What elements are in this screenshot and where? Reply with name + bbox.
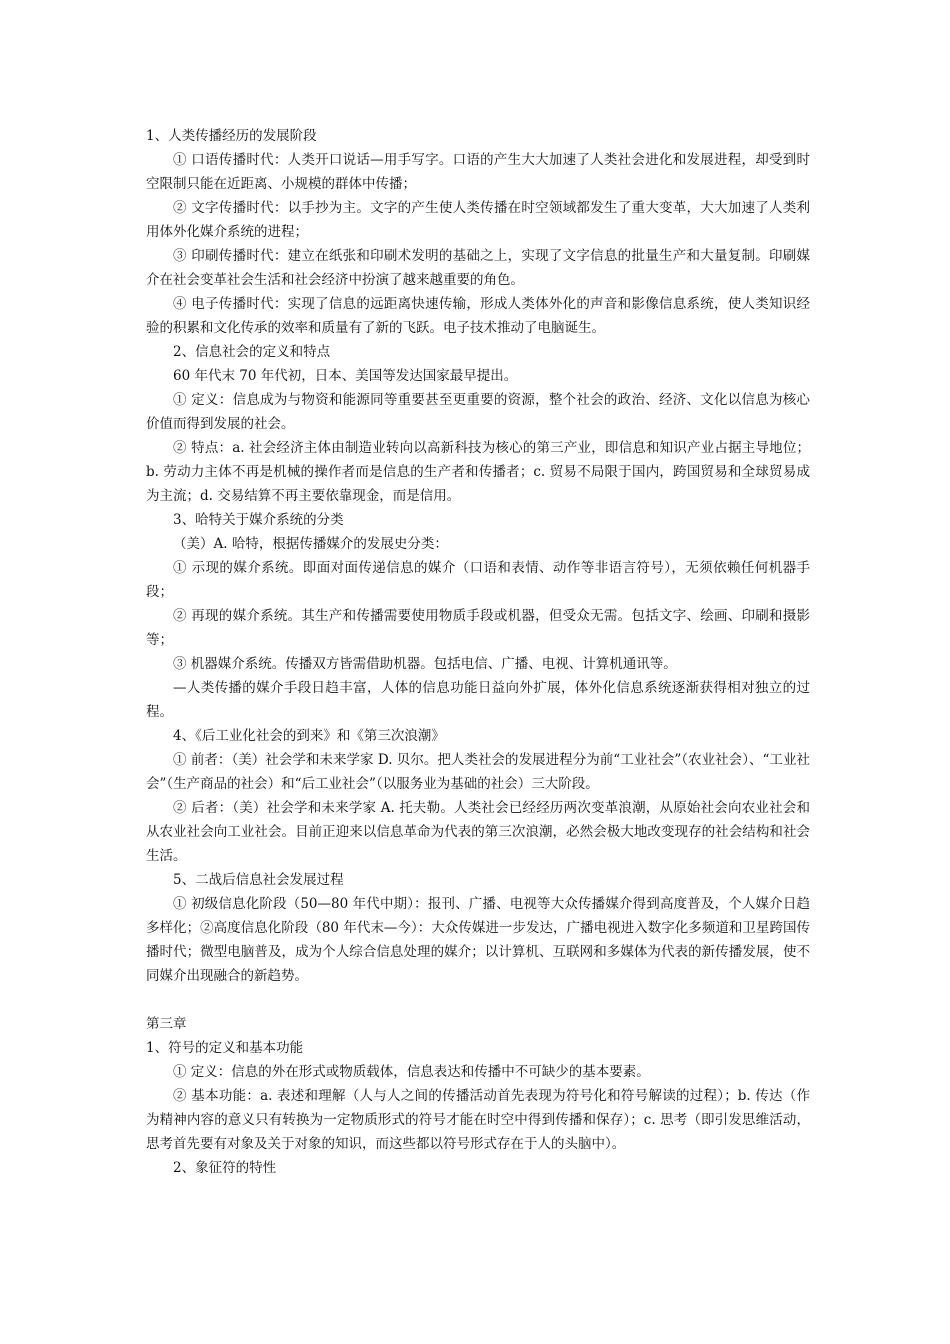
paragraph: ① 口语传播时代：人类开口说话—用手写字。口语的产生大大加速了人类社会进化和发展进程，却受到时空限制只能在近距离、小规模的群体中传播； [146,152,810,192]
document-page [146,124,810,1180]
section-heading-5: 5、二战后信息社会发展过程 [173,872,344,888]
paragraph: ② 后者：（美）社会学和未来学家 A. 托夫勒。人类社会已经经历两次变革浪潮，从原始社会向农业社会和从农业社会向工业社会。目前正迎来以信息革命为代表的第三次浪潮，必然会极大地改变现存的社会结构和社会生活。 [146,800,810,864]
section-heading-4: 4、《后工业化社会的到来》和《第三次浪潮》 [173,728,445,744]
paragraph: ① 定义：信息的外在形式或物质载体，信息表达和传播中不可缺少的基本要素。 [173,1064,650,1080]
chapter-title: 第三章 [146,1016,187,1032]
paragraph: ③ 机器媒介系统。传播双方皆需借助机器。包括电信、广播、电视、计算机通讯等。 [173,656,677,672]
paragraph: ② 文字传播时代：以手抄为主。文字的产生使人类传播在时空领域都发生了重大变革，大大加速了人类利用体外化媒介系统的进程； [146,200,810,240]
paragraph: ③ 印刷传播时代：建立在纸张和印刷术发明的基础之上，实现了文字信息的批量生产和大量复制。印刷媒介在社会变革社会生活和社会经济中扮演了越来越重要的角色。 [146,248,810,288]
paragraph: ② 再现的媒介系统。其生产和传播需要使用物质手段或机器，但受众无需。包括文字、绘画、印刷和摄影等； [146,608,810,648]
paragraph: ① 初级信息化阶段（50—80 年代中期）：报刊、广播、电视等大众传播媒介得到高度普及，个人媒介日趋多样化；②高度信息化阶段（80 年代末—今）：大众传媒进一步发达，广播电视进入数字化多频道和卫星跨国传播时代；微型电脑普及，成为个人综合信息处理的媒介；以计算机、互联网和多媒体为代表的新传播发展，使不同媒介出现融合的新趋势。 [146,896,810,984]
paragraph: ① 定义：信息成为与物资和能源同等重要甚至更重要的资源，整个社会的政治、经济、文化以信息为核心价值而得到发展的社会。 [146,392,810,432]
chapter3-section-heading-1: 1、符号的定义和基本功能 [146,1040,304,1056]
paragraph: （美）A. 哈特，根据传播媒介的发展史分类： [173,536,448,552]
paragraph: ② 特点：a. 社会经济主体由制造业转向以高新科技为核心的第三产业，即信息和知识产业占据主导地位；b. 劳动力主体不再是机械的操作者而是信息的生产者和传播者；c. 贸易不局限于国内，跨国贸易和全球贸易成为主流；d. 交易结算不再主要依靠现金，而是信用。 [146,440,810,504]
section-heading-3: 3、哈特关于媒介系统的分类 [173,512,344,528]
paragraph: —人类传播的媒介手段日趋丰富，人体的信息功能日益向外扩展，体外化信息系统逐渐获得相对独立的过程。 [146,680,810,720]
paragraph: ② 基本功能：a. 表述和理解（人与人之间的传播活动首先表现为符号化和符号解读的过程）；b. 传达（作为精神内容的意义只有转换为一定物质形式的符号才能在时空中得到传播和保存）；c. 思考（即引发思维活动，思考首先要有对象及关于对象的知识，而这些都以符号形式存在于人的头脑中）。 [146,1088,810,1152]
chapter3-section-heading-2: 2、象征符的特性 [173,1160,277,1176]
section-heading-2: 2、信息社会的定义和特点 [173,344,331,360]
paragraph: 60 年代末 70 年代初，日本、美国等发达国家最早提出。 [173,368,518,384]
paragraph: ① 示现的媒介系统。即面对面传递信息的媒介（口语和表情、动作等非语言符号），无须依赖任何机器手段； [146,560,810,600]
paragraph: ① 前者：（美）社会学和未来学家 D. 贝尔。把人类社会的发展进程分为前“工业社会”（农业社会）、“工业社会”（生产商品的社会）和“后工业社会”（以服务业为基础的社会）三大阶段。 [146,752,810,792]
paragraph: ④ 电子传播时代：实现了信息的远距离快速传输，形成人类体外化的声音和影像信息系统，使人类知识经验的积累和文化传承的效率和质量有了新的飞跃。电子技术推动了电脑诞生。 [146,296,810,336]
section-heading-1: 1、人类传播经历的发展阶段 [146,128,317,144]
